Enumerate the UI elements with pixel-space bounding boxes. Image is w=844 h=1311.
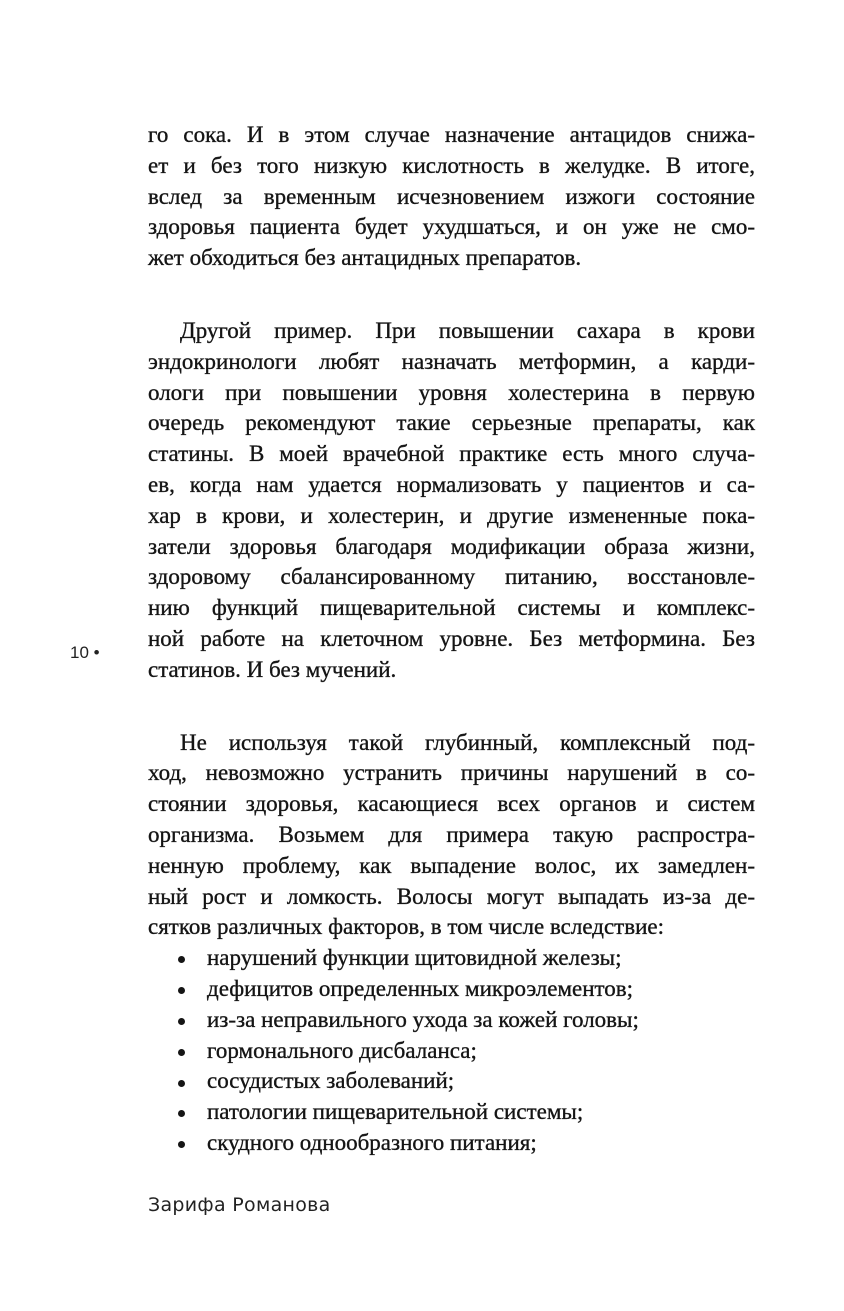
text-line: ненную проблему, как выпадение волос, их замедлен- xyxy=(148,852,755,878)
text-line: организма. Возьмем для примера такую распростра- xyxy=(148,821,755,847)
text-line: затели здоровья благодаря модификации образа жизни, xyxy=(148,533,755,559)
paragraph xyxy=(148,120,755,274)
list-item-text: скудного однообразного питания; xyxy=(207,1129,537,1155)
list-item xyxy=(148,1066,755,1097)
text-line: статинов. И без мучений. xyxy=(148,656,397,682)
list-item-text: из-за неправильного ухода за кожей головы; xyxy=(207,1006,639,1032)
list-item-text: гормонального дисбаланса; xyxy=(207,1037,477,1063)
list-item xyxy=(148,974,755,1005)
text-line: здоровья пациента будет ухудшаться, и он уже не смо- xyxy=(148,214,755,240)
text-line: вслед за временным исчезновением изжоги состояние xyxy=(148,183,755,209)
text-line: сятков различных факторов, в том числе вследствие: xyxy=(148,914,664,940)
text-line: ной работе на клеточном уровне. Без метформина. Без xyxy=(148,625,755,651)
text-line: очередь рекомендуют такие серьезные препараты, как xyxy=(148,410,755,436)
list-item xyxy=(148,1128,755,1159)
list-item-text: нарушений функции щитовидной железы; xyxy=(207,945,622,971)
text-line: ев, когда нам удается нормализовать у пациентов и са- xyxy=(148,471,755,497)
paragraph xyxy=(148,316,755,686)
list-item-text: дефицитов определенных микроэлементов; xyxy=(207,975,634,1001)
list-item xyxy=(148,1005,755,1036)
text-line: го сока. И в этом случае назначение антацидов снижа- xyxy=(148,122,755,147)
paragraph xyxy=(148,728,755,944)
text-line: нию функций пищеварительной системы и комплекс- xyxy=(148,595,755,621)
list-item-text: патологии пищеварительной системы; xyxy=(207,1099,584,1125)
bullet-icon xyxy=(148,1128,207,1159)
bullet-icon xyxy=(148,1066,207,1097)
bullet-list xyxy=(148,943,755,1159)
body-text xyxy=(148,120,755,1159)
bullet-icon xyxy=(148,1036,207,1067)
list-item xyxy=(148,1036,755,1067)
bullet-icon xyxy=(148,1097,207,1128)
text-line: жет обходиться без антацидных препаратов. xyxy=(148,245,582,271)
list-item-text: сосудистых заболеваний; xyxy=(207,1068,455,1094)
text-line: ный рост и ломкость. Волосы могут выпадать из-за де- xyxy=(148,883,755,909)
bullet-icon xyxy=(148,943,207,974)
bullet-icon xyxy=(148,974,207,1005)
page-number: 10 • xyxy=(70,643,100,662)
text-line: Другой пример. При повышении сахара в крови xyxy=(180,317,755,343)
text-line: эндокринологи любят назначать метформин, а карди- xyxy=(148,348,755,374)
text-line: стоянии здоровья, касающиеся всех органов и систем xyxy=(148,791,755,817)
text-line: ет и без того низкую кислотность в желудке. В итоге, xyxy=(148,152,755,178)
text-line: здоровому сбалансированному питанию, восстановле- xyxy=(148,564,755,590)
text-line: статины. В моей врачебной практике есть много случа- xyxy=(148,441,755,467)
list-item xyxy=(148,1097,755,1128)
footer-author: Зарифа Романова xyxy=(148,1194,331,1216)
text-line: ход, невозможно устранить причины нарушений в со- xyxy=(148,760,755,786)
text-line: ологи при повышении уровня холестерина в первую xyxy=(148,379,755,405)
bullet-icon xyxy=(148,1005,207,1036)
text-line: хар в крови, и холестерин, и другие измененные пока- xyxy=(148,502,755,528)
text-line: Не используя такой глубинный, комплексный под- xyxy=(180,729,755,755)
list-item xyxy=(148,943,755,974)
